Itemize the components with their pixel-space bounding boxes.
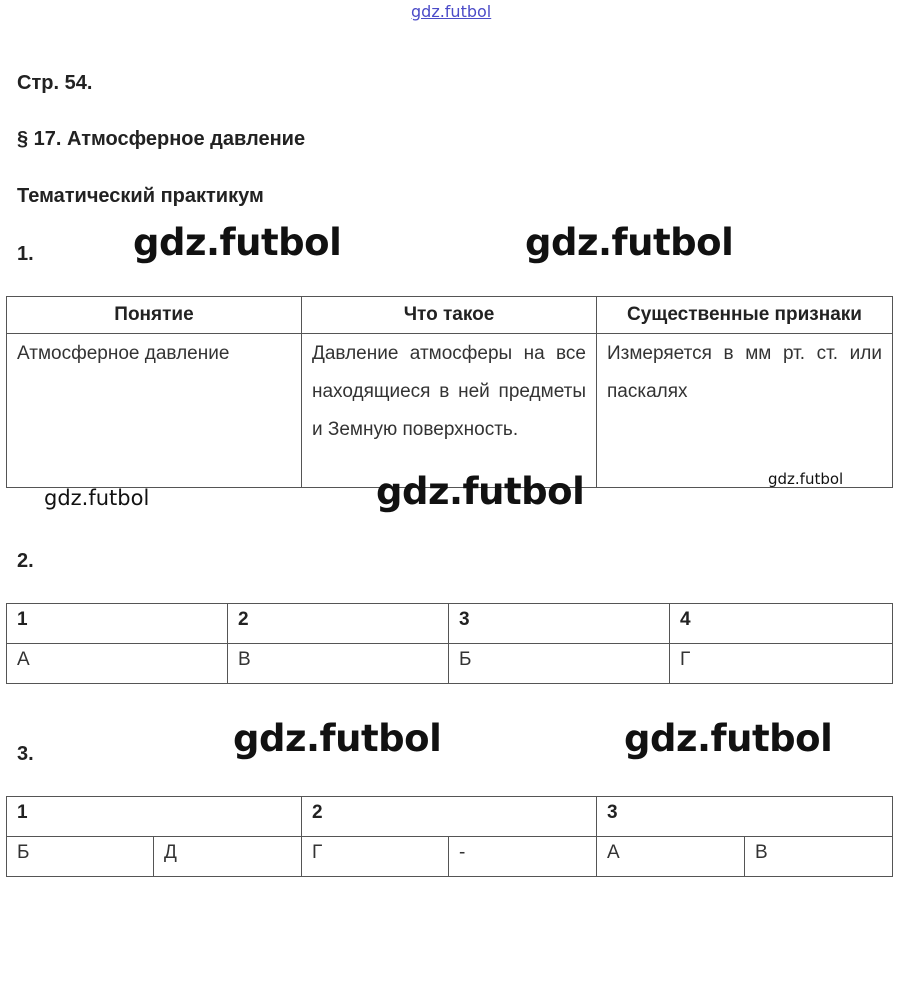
table-header: 1	[7, 604, 228, 644]
answer-cell: Б	[7, 837, 154, 877]
table-header: 1	[7, 797, 302, 837]
watermark: gdz.futbol	[768, 470, 844, 488]
watermark: gdz.futbol	[133, 221, 342, 264]
watermark: gdz.futbol	[525, 221, 734, 264]
task-1-number: 1.	[17, 243, 34, 265]
answer-cell: В	[228, 644, 449, 684]
practicum-subtitle: Тематический практикум	[17, 185, 264, 207]
watermark: gdz.futbol	[376, 470, 585, 513]
answer-cell: Г	[670, 644, 893, 684]
cell-definition: Давление атмосферы на все находящиеся в ней предметы и Земную поверхность.	[302, 334, 597, 488]
answer-cell: А	[7, 644, 228, 684]
answer-cell: В	[745, 837, 893, 877]
answer-cell: А	[597, 837, 745, 877]
answer-cell: -	[449, 837, 597, 877]
watermark: gdz.futbol	[44, 486, 150, 510]
task-1-table	[6, 296, 893, 488]
watermark: gdz.futbol	[624, 717, 833, 760]
table-header-concept: Понятие	[7, 297, 302, 334]
table-header: 2	[302, 797, 597, 837]
task-3-number: 3.	[17, 743, 34, 765]
section-title: § 17. Атмосферное давление	[17, 128, 306, 150]
site-link[interactable]: gdz.futbol	[411, 2, 492, 21]
table-header: 3	[449, 604, 670, 644]
task-2-number: 2.	[17, 550, 34, 572]
cell-concept: Атмосферное давление	[7, 334, 302, 488]
answer-cell: Д	[154, 837, 302, 877]
table-header-features: Существенные признаки	[597, 297, 893, 334]
answer-cell: Б	[449, 644, 670, 684]
task-3-table	[6, 796, 893, 877]
task-2-table	[6, 603, 893, 684]
table-header: 3	[597, 797, 893, 837]
table-header: 2	[228, 604, 449, 644]
table-header: 4	[670, 604, 893, 644]
answer-cell: Г	[302, 837, 449, 877]
cell-features: Измеряется в мм рт. ст. или паскалях	[597, 334, 893, 488]
page-reference: Стр. 54.	[17, 72, 93, 94]
watermark: gdz.futbol	[233, 717, 442, 760]
table-header-definition: Что такое	[302, 297, 597, 334]
